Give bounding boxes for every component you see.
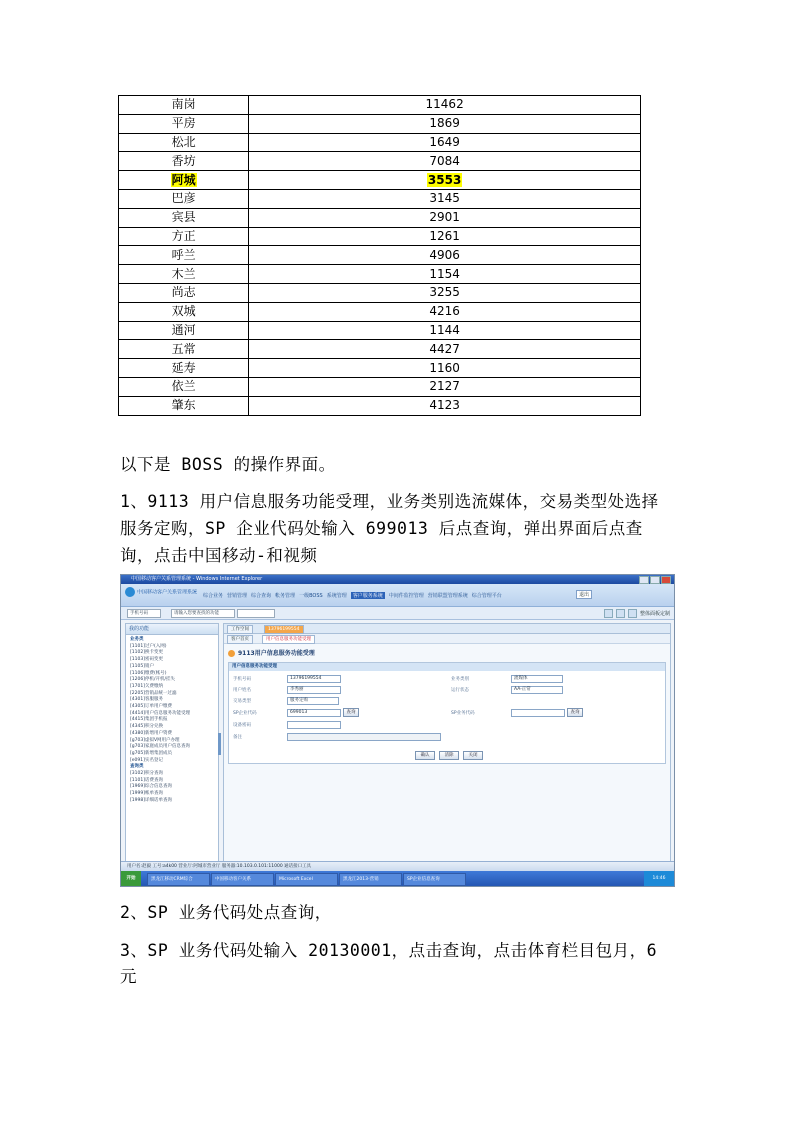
top-menu-item[interactable]: 综合业务 bbox=[203, 593, 224, 599]
taskbar-task[interactable]: SP企业信息查询 bbox=[403, 873, 466, 886]
top-menu-item[interactable]: 中间件监控管理 bbox=[388, 593, 424, 599]
sp-biz-field[interactable] bbox=[511, 709, 565, 717]
district-value: 4216 bbox=[429, 304, 460, 319]
search-select-2[interactable] bbox=[237, 609, 275, 618]
left-panel bbox=[125, 623, 219, 863]
app-logo bbox=[125, 587, 203, 602]
table-row bbox=[119, 302, 641, 321]
step2-paragraph: 2、SP 业务代码处点查询， bbox=[120, 903, 332, 922]
sp-corp-field[interactable]: 699013 bbox=[287, 709, 341, 717]
function-item[interactable]: [1998]详细话单查询 bbox=[130, 797, 172, 803]
sp-biz-label: SP业务代码 bbox=[451, 711, 475, 716]
function-item[interactable]: [g703]虚拟V网用户办理 bbox=[130, 737, 180, 743]
function-item[interactable]: [g705]新增集团成员 bbox=[130, 750, 172, 756]
district-name: 木兰 bbox=[171, 266, 196, 281]
top-menu-item[interactable]: 一级BOSS bbox=[299, 593, 323, 599]
sp-corp-label: SP企业代码 bbox=[233, 711, 257, 716]
table-row bbox=[119, 208, 641, 227]
district-name: 宾县 bbox=[171, 210, 196, 225]
table-row bbox=[119, 359, 641, 378]
app-header bbox=[121, 584, 674, 607]
toolbar-icon[interactable] bbox=[604, 609, 613, 618]
tab-service-accept[interactable]: 用户信息服务功能受理 bbox=[262, 635, 315, 644]
district-value: 3255 bbox=[429, 285, 460, 300]
left-panel-title: 我的功能 bbox=[126, 624, 218, 635]
function-item[interactable]: [4414]用户信息服务功能受理 bbox=[130, 710, 190, 716]
toolbar-icon[interactable] bbox=[616, 609, 625, 618]
top-menu bbox=[203, 592, 502, 599]
district-value: 11462 bbox=[425, 97, 464, 112]
table-row bbox=[119, 171, 641, 190]
table-row bbox=[119, 189, 641, 208]
function-item[interactable]: [1105]销户 bbox=[130, 663, 154, 669]
district-value: 1154 bbox=[429, 266, 460, 281]
service-form bbox=[228, 662, 666, 764]
device-field[interactable] bbox=[287, 721, 341, 729]
search-toolbar bbox=[121, 607, 674, 620]
toolbar-right bbox=[604, 609, 670, 618]
status-text: 用户名:赵毅 工号:a4k00 营业厅:阿城市营业厅 服务器:10.103.0.101:11000 通话接口工具 bbox=[127, 864, 312, 869]
taskbar-task[interactable]: 中国移动客户关系 bbox=[211, 873, 274, 886]
district-value: 4123 bbox=[429, 398, 460, 413]
table-row bbox=[119, 227, 641, 246]
trade-select[interactable]: 服务定购 bbox=[287, 697, 339, 705]
district-value: 2901 bbox=[429, 210, 460, 225]
district-name: 南岗 bbox=[171, 97, 196, 112]
name-field[interactable]: 李秀丽 bbox=[287, 686, 341, 694]
table-row bbox=[119, 265, 641, 284]
district-name: 巴彦 bbox=[171, 191, 196, 206]
district-value: 1649 bbox=[429, 134, 460, 149]
district-name: 五常 bbox=[171, 341, 196, 356]
district-name: 香坊 bbox=[171, 153, 196, 168]
district-value: 4427 bbox=[429, 341, 460, 356]
district-value: 1160 bbox=[429, 360, 460, 375]
function-group[interactable]: 查询类 bbox=[130, 764, 144, 770]
district-value: 1144 bbox=[429, 322, 460, 337]
top-menu-item[interactable]: 客户服务系统 bbox=[352, 593, 383, 599]
search-input[interactable]: 请输入您要查找的功能 bbox=[171, 609, 235, 618]
tab-workbench[interactable]: 工作空间 bbox=[227, 625, 253, 634]
top-menu-item[interactable]: 综合查询 bbox=[251, 593, 272, 599]
function-item[interactable]: [1999]帐单查询 bbox=[130, 791, 163, 797]
window-titlebar bbox=[121, 575, 674, 584]
workspace-tabs bbox=[224, 624, 670, 634]
category-label: 业务类别 bbox=[451, 677, 469, 682]
top-menu-item[interactable]: 营销联盟管理系统 bbox=[427, 593, 468, 599]
toolbar-icon[interactable] bbox=[628, 609, 637, 618]
top-menu-item[interactable]: 综合管理平台 bbox=[471, 593, 502, 599]
table-row bbox=[119, 96, 641, 115]
function-item[interactable]: [4305]订单用户缴费 bbox=[130, 704, 172, 710]
district-value: 7084 bbox=[429, 153, 460, 168]
district-name: 肇东 bbox=[171, 398, 196, 413]
district-value: 3553 bbox=[427, 172, 462, 187]
district-name: 双城 bbox=[171, 304, 196, 319]
confirm-button[interactable]: 确认 bbox=[415, 751, 435, 760]
function-item[interactable]: [4380]新增用户资费 bbox=[130, 730, 172, 736]
function-item[interactable]: [1206]停机/开机/挂失 bbox=[130, 677, 175, 683]
district-value: 2127 bbox=[429, 379, 460, 394]
tab-phone[interactable]: 13796199554 bbox=[264, 625, 304, 634]
phone-label: 手机号码 bbox=[233, 677, 251, 682]
district-name: 依兰 bbox=[171, 379, 196, 394]
close-icon[interactable] bbox=[661, 576, 671, 584]
district-value: 4906 bbox=[429, 247, 460, 262]
function-item[interactable]: [4301]客服服务 bbox=[130, 697, 163, 703]
function-item[interactable]: [1101]过户(入网) bbox=[130, 643, 167, 649]
form-title: 9113用户信息服务功能受理 bbox=[228, 648, 664, 659]
district-value: 3145 bbox=[429, 191, 460, 206]
district-name: 呼兰 bbox=[171, 247, 196, 262]
form-section-header: 用户信息服务功能受理 bbox=[229, 663, 665, 671]
search-type-select[interactable]: 手机号码 bbox=[127, 609, 161, 618]
sp-corp-query-button[interactable]: 查询 bbox=[343, 708, 359, 717]
category-select[interactable]: 流媒体 bbox=[511, 675, 563, 683]
sp-biz-query-button[interactable]: 查询 bbox=[567, 708, 583, 717]
taskbar bbox=[121, 871, 674, 886]
status-label: 运行状态 bbox=[451, 688, 469, 693]
table-row bbox=[119, 321, 641, 340]
top-menu-item[interactable]: 系统管理 bbox=[326, 593, 347, 599]
district-name: 方正 bbox=[171, 228, 196, 243]
logo-text: 中国移动客户关系管理系统 bbox=[137, 589, 198, 596]
china-mobile-logo-icon bbox=[125, 587, 135, 597]
clear-button[interactable]: 清除 bbox=[439, 751, 459, 760]
main-area bbox=[223, 623, 671, 863]
function-item[interactable]: [1701]欠费缴纳 bbox=[130, 683, 163, 689]
function-item[interactable]: [1969]综合信息查询 bbox=[130, 784, 172, 790]
step1-paragraph: 1、9113 用户信息服务功能受理，业务类别选流媒体，交易类型处选择服务定购，SP 企业代码处输入 699013 后点查询，弹出界面后点查询，点击中国移动-和视频 bbox=[120, 492, 659, 565]
district-name: 尚志 bbox=[171, 285, 196, 300]
trade-label: 交易类型 bbox=[233, 699, 251, 704]
remark-label: 备注 bbox=[233, 735, 242, 740]
table-row bbox=[119, 246, 641, 265]
function-item[interactable]: [e091]实名登记 bbox=[130, 757, 163, 763]
step3-paragraph: 3、SP 业务代码处输入 20130001，点击查询，点击体育栏目包月，6 元 bbox=[120, 941, 658, 986]
panel-customize-link[interactable]: 整体面板定制 bbox=[639, 611, 670, 617]
taskbar-task[interactable]: 黑龙江2013-营销 bbox=[339, 873, 402, 886]
taskbar-clock: 14:46 bbox=[644, 871, 674, 886]
function-item[interactable]: [1106]缴费(帐号) bbox=[130, 670, 167, 676]
function-item[interactable]: [1102]换卡变更 bbox=[130, 650, 163, 656]
form-title-icon bbox=[228, 650, 235, 657]
district-value: 1869 bbox=[429, 116, 460, 131]
minimize-icon[interactable] bbox=[639, 576, 649, 584]
function-list bbox=[126, 635, 218, 807]
function-item[interactable]: [4345]积分兑换 bbox=[130, 724, 163, 730]
function-item[interactable]: [4415]集团手机报 bbox=[130, 717, 168, 723]
district-name: 平房 bbox=[171, 116, 196, 131]
panel-collapse-handle[interactable] bbox=[218, 733, 221, 755]
table-row bbox=[119, 396, 641, 415]
logout-button[interactable]: 退出 bbox=[576, 590, 592, 599]
district-name: 通河 bbox=[171, 322, 196, 337]
table-row bbox=[119, 283, 641, 302]
phone-field[interactable]: 13796199554 bbox=[287, 675, 341, 683]
top-menu-item[interactable]: 帐务管理 bbox=[275, 593, 296, 599]
top-menu-item[interactable]: 营销管理 bbox=[227, 593, 248, 599]
district-table bbox=[118, 95, 641, 416]
district-value: 1261 bbox=[429, 228, 460, 243]
remark-field[interactable] bbox=[287, 733, 441, 741]
function-item[interactable]: [2205]营销品统一过滤 bbox=[130, 690, 177, 696]
table-row bbox=[119, 114, 641, 133]
district-name: 阿城 bbox=[171, 172, 196, 187]
function-group[interactable]: 业务类 bbox=[130, 637, 144, 642]
table-row bbox=[119, 133, 641, 152]
boss-screenshot bbox=[120, 574, 675, 887]
device-label: 设备密码 bbox=[233, 723, 251, 728]
status-field[interactable]: AA-正常 bbox=[511, 686, 563, 694]
function-item[interactable]: [3102]积分查询 bbox=[130, 771, 163, 777]
table-row bbox=[119, 377, 641, 396]
close-button[interactable]: 关闭 bbox=[463, 751, 483, 760]
maximize-icon[interactable] bbox=[650, 576, 660, 584]
district-name: 松北 bbox=[171, 134, 196, 149]
start-button[interactable]: 开始 bbox=[121, 871, 141, 886]
taskbar-task[interactable]: 黑龙江移动CRM综合 bbox=[147, 873, 210, 886]
function-item[interactable]: [1101]话费查询 bbox=[130, 777, 163, 783]
window-title: 中国移动客户关系管理系统 - Windows Internet Explorer bbox=[131, 576, 263, 582]
sub-tabs bbox=[224, 634, 670, 644]
name-label: 用户姓名 bbox=[233, 688, 251, 693]
district-name: 延寿 bbox=[171, 360, 196, 375]
tab-customer-home[interactable]: 客户首页 bbox=[227, 635, 253, 644]
function-item[interactable]: [1103]密码变更 bbox=[130, 657, 163, 663]
intro-paragraph: 以下是 BOSS 的操作界面。 bbox=[120, 455, 336, 474]
table-row bbox=[119, 152, 641, 171]
taskbar-task[interactable]: Microsoft Excel bbox=[275, 873, 338, 886]
table-row bbox=[119, 340, 641, 359]
window-controls bbox=[639, 576, 671, 584]
function-item[interactable]: [g703]家庭成员用户信息查询 bbox=[130, 744, 190, 750]
